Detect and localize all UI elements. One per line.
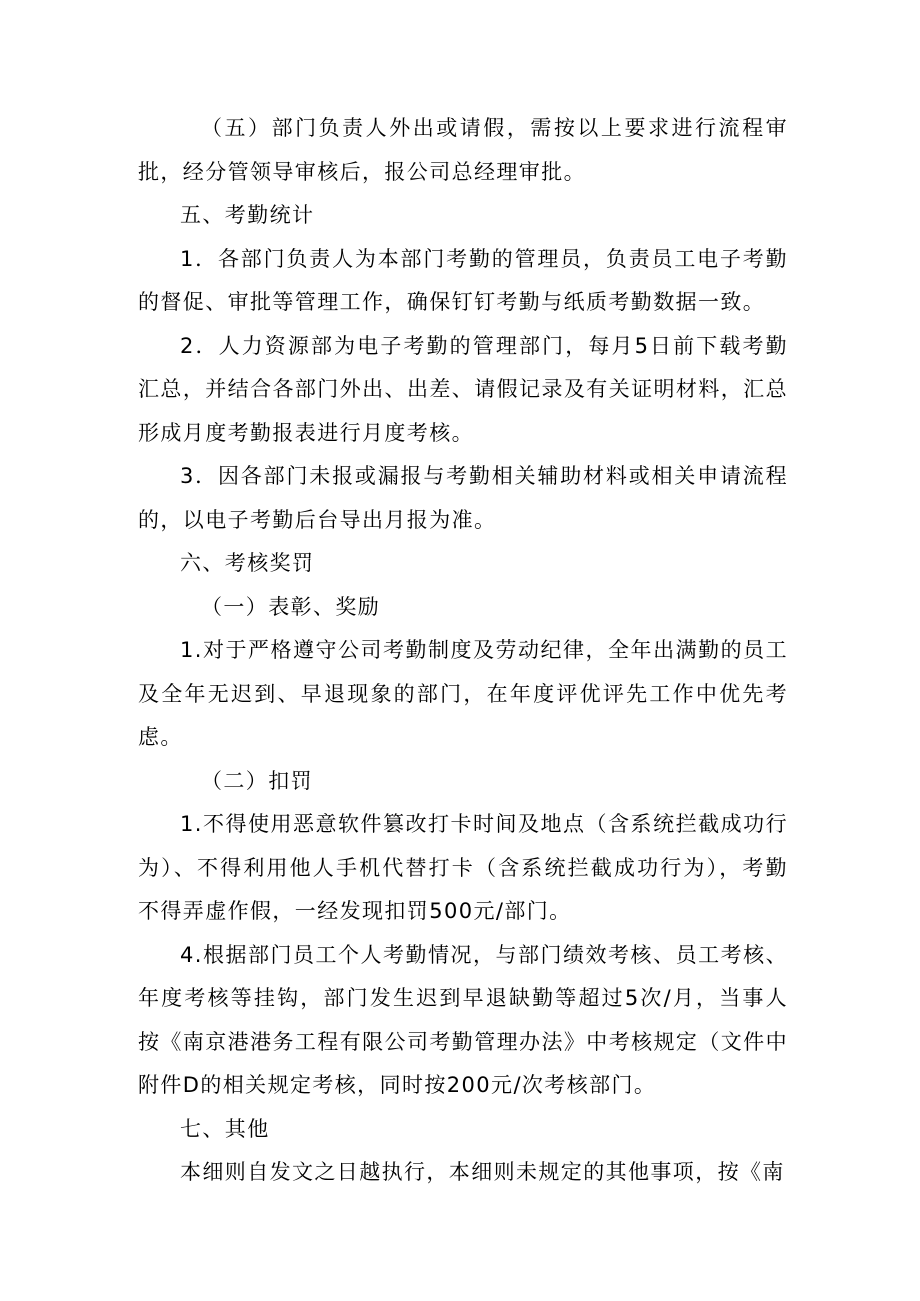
paragraph-performance-link: 4.根据部门员工个人考勤情况，与部门绩效考核、员工考核、年度考核等挂钩，部门发生迟到早退缺勤等超过5次/月，当事人按《南京港港务工程有限公司考勤管理办法》中考核规定（文件中附件D的相关规定考核，同时按200元/次考核部门。 <box>138 942 788 1097</box>
paragraph-no-fraud: 1.不得使用恶意软件篡改打卡时间及地点（含系统拦截成功行为）、不得利用他人手机代替打卡（含系统拦截成功行为），考勤不得弄虚作假，一经发现扣罚500元/部门。 <box>138 812 788 923</box>
paragraph-hr-management: 2．人力资源部为电子考勤的管理部门，每月5日前下载考勤汇总，并结合各部门外出、出差、请假记录及有关证明材料，汇总形成月度考勤报表进行月度考核。 <box>138 333 788 445</box>
paragraph-dept-head-leave: （五）部门负责人外出或请假，需按以上要求进行流程审批，经分管领导审核后，报公司总经理审批。 <box>138 116 788 184</box>
paragraph-effective-date: 本细则自发文之日越执行，本细则未规定的其他事项，按《南 <box>180 1160 785 1184</box>
subheading-penalty: （二）扣罚 <box>201 768 313 793</box>
subheading-commendation: （一）表彰、奖励 <box>201 594 381 619</box>
document-body <box>138 107 788 1195</box>
paragraph-full-attendance-reward: 1.对于严格遵守公司考勤制度及劳动纪律，全年出满勤的员工及全年无迟到、早退现象的部门，在年度评优评先工作中优先考虑。 <box>138 638 788 749</box>
section-heading-attendance-statistics: 五、考勤统计 <box>180 203 315 227</box>
paragraph-attendance-admin: 1．各部门负责人为本部门考勤的管理员，负责员工电子考勤的督促、审批等管理工作，确保钉钉考勤与纸质考勤数据一致。 <box>138 246 788 314</box>
section-heading-other: 七、其他 <box>180 1116 270 1141</box>
section-heading-rewards-penalties: 六、考核奖罚 <box>180 551 315 575</box>
paragraph-missing-reports: 3．因各部门未报或漏报与考勤相关辅助材料或相关申请流程的，以电子考勤后台导出月报为准。 <box>138 464 788 532</box>
